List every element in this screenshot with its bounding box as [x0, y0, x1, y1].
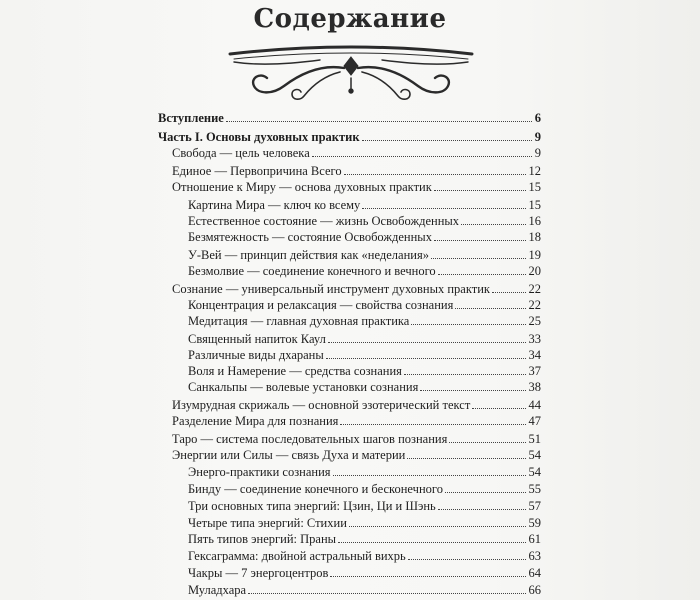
toc-entry-title: Священный напиток Каул [188, 332, 326, 346]
toc-entry[interactable] [188, 227, 541, 245]
toc-entry-title: Часть I. Основы духовных практик [158, 130, 360, 144]
toc-entry-title: Естественное состояние — жизнь Освобожденных [188, 214, 460, 228]
toc-entry-page-number: 37 [528, 364, 541, 378]
toc-entry[interactable] [188, 496, 541, 514]
toc-entry-title: Разделение Мира для познания [172, 414, 339, 428]
toc-entry-title: Три основных типа энергий: Цзин, Ци и Шэнь [188, 499, 436, 513]
dot-leader [226, 121, 532, 122]
toc-entry-title: Гексаграмма: двойной астральный вихрь [188, 549, 406, 563]
toc-entry-page-number: 9 [534, 146, 541, 160]
toc-entry-title: Пять типов энергий: Праны [188, 532, 337, 546]
toc-entry[interactable] [172, 177, 541, 195]
dot-leader [328, 342, 526, 343]
toc-entry[interactable] [188, 479, 541, 497]
toc-entry[interactable] [188, 580, 541, 598]
toc-entry-title: У-Вей — принцип действия как «неделания» [188, 248, 429, 262]
toc-entry-title: Отношение к Миру — основа духовных практик [172, 180, 432, 194]
toc-entry-page-number: 19 [528, 248, 541, 262]
toc-entry[interactable] [188, 377, 541, 395]
toc-entry[interactable] [188, 529, 541, 547]
dot-leader [248, 593, 525, 594]
dot-leader [340, 424, 525, 425]
dot-leader [420, 390, 525, 391]
toc-entry-page-number: 22 [528, 282, 541, 296]
toc-entry-page-number: 18 [528, 230, 541, 244]
page-title: Содержание [253, 4, 447, 34]
toc-entry-page-number: 33 [528, 332, 541, 346]
dot-leader [349, 526, 526, 527]
dot-leader [431, 258, 526, 259]
toc-entry-page-number: 57 [528, 499, 541, 513]
dot-leader [455, 308, 525, 309]
dot-leader [434, 240, 526, 241]
dot-leader [338, 542, 525, 543]
dot-leader [492, 292, 526, 293]
toc-entry[interactable] [188, 462, 541, 480]
toc-entry-page-number: 44 [528, 398, 541, 412]
toc-entry[interactable] [188, 261, 541, 279]
toc-entry-title: Изумрудная скрижаль — основной эзотерический текст [172, 398, 471, 412]
dot-leader [326, 358, 526, 359]
toc-entry-page-number: 15 [528, 180, 541, 194]
toc-entry-title: Муладхара [188, 583, 247, 597]
toc-entry-title: Четыре типа энергий: Стихии [188, 516, 347, 530]
toc-entry-page-number: 54 [528, 448, 541, 462]
toc-entry[interactable] [172, 143, 541, 161]
toc-entry-title: Вступление [158, 111, 224, 125]
dot-leader [312, 156, 532, 157]
dot-leader [407, 458, 525, 459]
toc-entry-page-number: 9 [534, 130, 541, 144]
toc-entry-page-number: 47 [528, 414, 541, 428]
dot-leader [434, 190, 526, 191]
toc-entry-page-number: 20 [528, 264, 541, 278]
toc-entry-title: Санкальпы — волевые установки сознания [188, 380, 419, 394]
toc-entry-title: Медитация — главная духовная практика [188, 314, 410, 328]
toc-entry-title: Сознание — универсальный инструмент духовных практик [172, 282, 490, 296]
toc-entry-page-number: 59 [528, 516, 541, 530]
dot-leader [411, 324, 525, 325]
toc-entry-page-number: 55 [528, 482, 541, 496]
toc-entry-page-number: 64 [528, 566, 541, 580]
toc-entry[interactable] [188, 546, 541, 564]
toc-entry-page-number: 66 [528, 583, 541, 597]
toc-entry[interactable] [172, 411, 541, 429]
dot-leader [408, 559, 526, 560]
toc-entry-page-number: 51 [528, 432, 541, 446]
dot-leader [445, 492, 526, 493]
dot-leader [330, 576, 525, 577]
dot-leader [472, 408, 525, 409]
toc-entry[interactable] [188, 311, 541, 329]
toc-entry[interactable] [188, 563, 541, 581]
dot-leader [438, 274, 526, 275]
dot-leader [362, 140, 532, 141]
toc-entry-title: Воля и Намерение — средства сознания [188, 364, 402, 378]
toc-entry-page-number: 15 [528, 198, 541, 212]
toc-entry-page-number: 61 [528, 532, 541, 546]
dot-leader [333, 475, 526, 476]
toc-entry-page-number: 63 [528, 549, 541, 563]
toc-entry-title: Свобода — цель человека [172, 146, 310, 160]
toc-entry[interactable] [158, 108, 541, 126]
toc-entry-title: Энергии или Силы — связь Духа и материи [172, 448, 406, 462]
dot-leader [449, 442, 525, 443]
toc-entry-title: Единое — Первопричина Всего [172, 164, 342, 178]
toc-entry-title: Различные виды дхараны [188, 348, 324, 362]
dot-leader [404, 374, 526, 375]
toc-entry-title: Бинду — соединение конечного и бесконечного [188, 482, 443, 496]
toc-entry-title: Таро — система последовательных шагов познания [172, 432, 448, 446]
toc-entry-title: Безмолвие — соединение конечного и вечного [188, 264, 436, 278]
toc-entry-page-number: 6 [534, 111, 541, 125]
toc-entry-page-number: 25 [528, 314, 541, 328]
decorative-flourish-icon [220, 42, 482, 104]
dot-leader [344, 174, 526, 175]
toc-entry-page-number: 54 [528, 465, 541, 479]
toc-entry-page-number: 16 [528, 214, 541, 228]
toc-entry-page-number: 22 [528, 298, 541, 312]
toc-entry[interactable] [172, 445, 541, 463]
toc-entry-title: Концентрация и релаксация — свойства сознания [188, 298, 454, 312]
toc-entry-title: Чакры — 7 энергоцентров [188, 566, 329, 580]
toc-entry-title: Картина Мира — ключ ко всему [188, 198, 361, 212]
toc-entry-page-number: 38 [528, 380, 541, 394]
toc-entry-title: Энерго-практики сознания [188, 465, 331, 479]
dot-leader [461, 224, 525, 225]
toc-entry-page-number: 12 [528, 164, 541, 178]
dot-leader [438, 509, 526, 510]
toc-entry-page-number: 34 [528, 348, 541, 362]
toc-entry-title: Безмятежность — состояние Освобожденных [188, 230, 432, 244]
dot-leader [362, 208, 525, 209]
